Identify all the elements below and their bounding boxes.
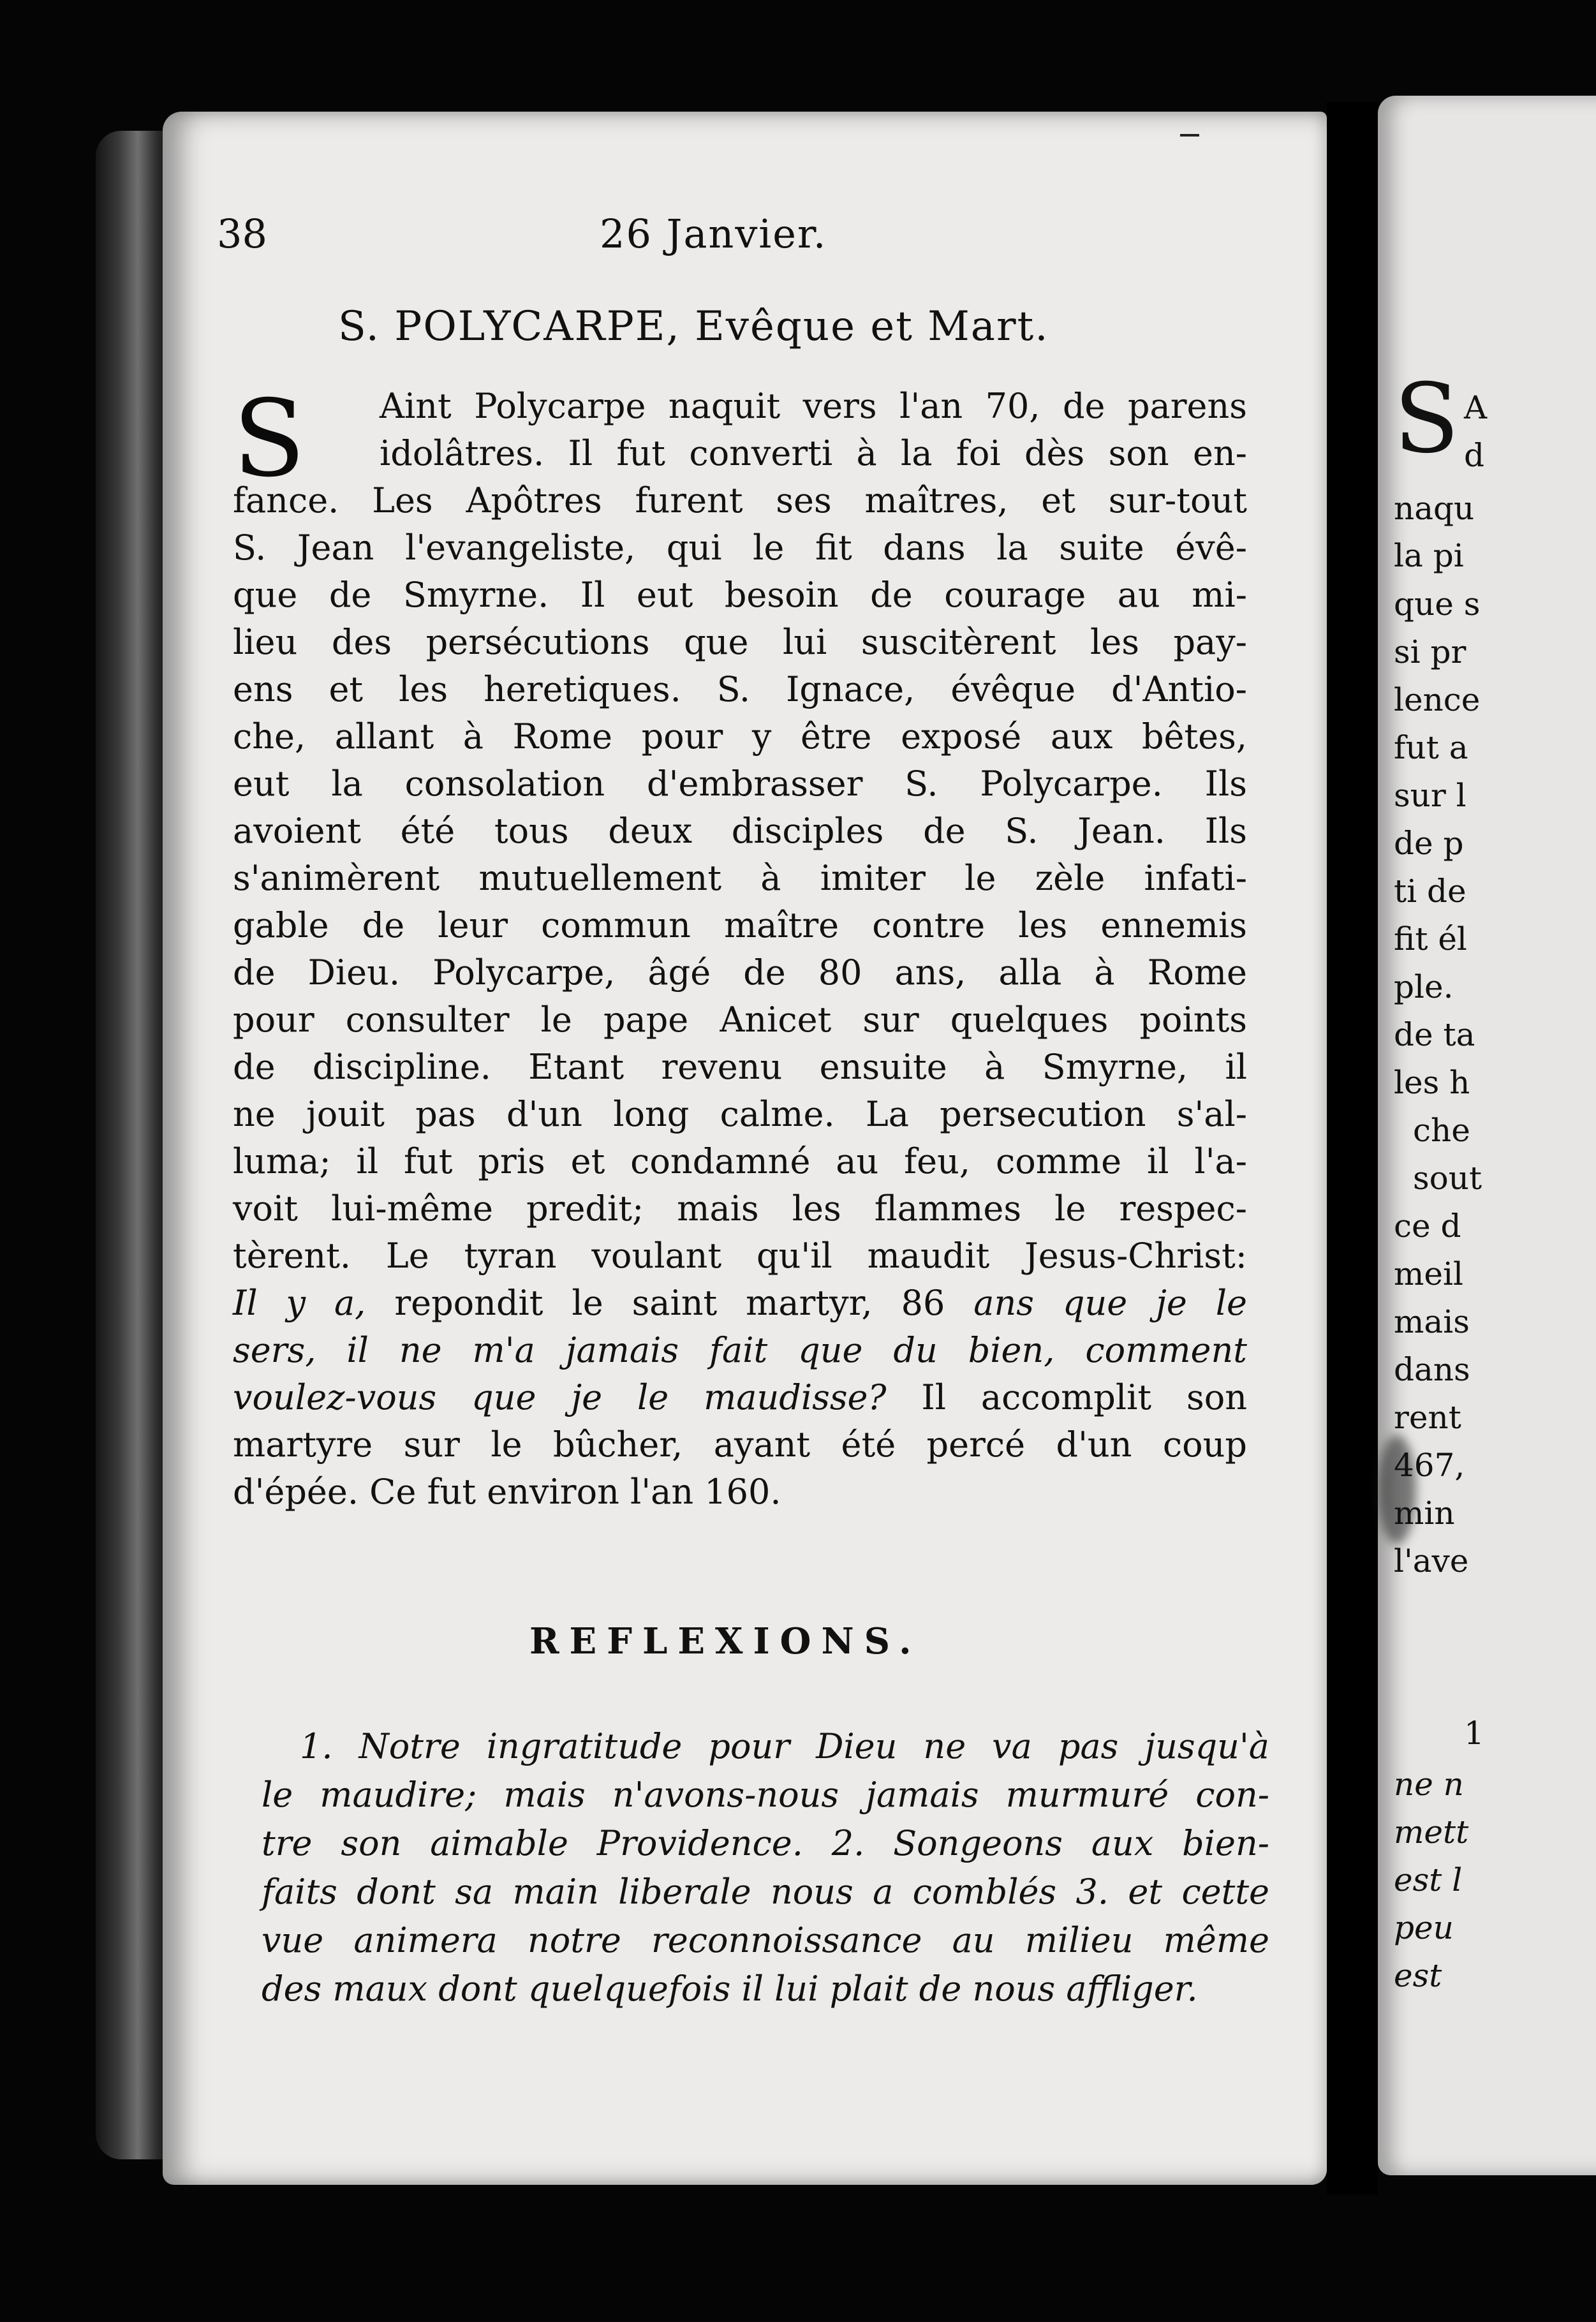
right-text-fragment: ti de [1394,873,1467,910]
text-line: eut la consolation d'embrasser S. Polycarpe. Ils [233,764,1247,804]
right-text-fragment: ce d [1394,1208,1461,1245]
quote-italic: voulez-vous que je le maudisse? [233,1377,887,1417]
right-text-fragment: fut a [1394,729,1468,766]
right-text-fragment: sout [1413,1160,1482,1197]
reflexion-line: 1. Notre ingratitude pour Dieu ne va pas jusqu'à [300,1726,1269,1766]
right-text-fragment: la pi [1394,537,1464,574]
text-line: s'animèrent mutuellement à imiter le zèle infati- [233,858,1247,898]
right-text-fragment: de p [1394,825,1464,862]
text-line: S. Jean l'evangeliste, qui le fit dans la suite évê- [233,528,1247,568]
right-text-fragment: A [1464,389,1488,426]
page-header [217,211,1301,262]
text-line: avoient été tous deux disciples de S. Jean. Ils [233,811,1247,851]
right-text-fragment: que s [1394,586,1481,623]
text-line: de discipline. Etant revenu ensuite à Smyrne, il [233,1047,1247,1087]
right-text-fragment: rent [1394,1399,1461,1436]
text-line: che, allant à Rome pour y être exposé aux bêtes, [233,716,1247,757]
right-text-fragment: min [1394,1495,1455,1532]
right-drop-cap: S [1394,364,1459,475]
right-text-fragment: sur l [1394,777,1467,814]
reflexions-heading: REFLEXIONS. [529,1620,922,1662]
right-italic-fragment: est l [1394,1861,1463,1898]
quote-roman: repondit le saint martyr, 86 [394,1283,945,1323]
right-note-number: 1 [1464,1715,1484,1752]
quote-italic: Il y a, [233,1283,366,1323]
text-line: que de Smyrne. Il eut besoin de courage au mi- [233,575,1247,615]
text-line: idolâtres. Il fut converti à la foi dès son en- [380,433,1247,473]
right-text-fragment: ple. [1394,968,1454,1005]
right-text-fragment: lence [1394,681,1481,718]
body-text [233,378,1248,1516]
text-line: martyre sur le bûcher, ayant été percé d'un coup [233,1424,1247,1465]
right-text-fragment: si pr [1394,633,1467,670]
text-line: gable de leur commun maître contre les ennemis [233,905,1247,945]
quote-italic: ans que je le [973,1283,1248,1323]
text-line-quote [233,1280,1247,1327]
drop-cap: S [233,378,306,501]
reflexion-line: tre son aimable Providence. 2. Songeons aux bien- [262,1823,1269,1863]
reflexion-line: vue animera notre reconnoissance au milieu même [262,1920,1269,1960]
right-page-text [1394,0,1596,2322]
right-text-fragment: 467, [1394,1447,1465,1484]
reflexion-line: le maudire; mais n'avons-nous jamais murmuré con- [262,1775,1269,1815]
reflexion-line: des maux dont quelquefois il lui plait de nous affliger. [262,1969,1198,2009]
page-mark [1180,134,1199,137]
quote-roman: Il accomplit son [921,1377,1248,1417]
right-text-fragment: meil [1394,1255,1463,1292]
text-line: ne jouit pas d'un long calme. La persecution s'al- [233,1094,1247,1134]
page-number: 38 [217,211,267,257]
right-italic-fragment: ne n [1394,1766,1464,1803]
book-gutter [1327,102,1378,2194]
text-line: lieu des persécutions que lui suscitèrent les pay- [233,622,1247,662]
right-italic-fragment: mett [1394,1814,1469,1851]
right-italic-fragment: est [1394,1957,1442,1994]
book-edge [96,131,172,2159]
text-line: pour consulter le pape Anicet sur quelques points [233,1000,1247,1040]
text-line: Aint Polycarpe naquit vers l'an 70, de parens [380,386,1247,426]
text-line-quote [233,1374,1247,1421]
right-text-fragment: d [1464,437,1485,474]
text-line: de Dieu. Polycarpe, âgé de 80 ans, alla à Rome [233,952,1247,993]
running-head: 26 Janvier. [600,211,827,257]
text-line: voit lui-même predit; mais les flammes le respec- [233,1188,1247,1229]
text-line: fance. Les Apôtres furent ses maîtres, et sur-tout [233,480,1247,521]
right-text-fragment: les h [1394,1064,1470,1101]
right-text-fragment: l'ave [1394,1542,1469,1579]
reflexions-text [262,1722,1269,2013]
text-line: tèrent. Le tyran voulant qu'il maudit Jesus-Christ: [233,1236,1247,1276]
reflexion-line: faits dont sa main liberale nous a comblés 3. et cette [262,1872,1269,1912]
chapter-title: S. POLYCARPE, Evêque et Mart. [338,303,1049,350]
text-line: d'épée. Ce fut environ l'an 160. [233,1472,781,1512]
right-text-fragment: mais [1394,1303,1470,1340]
right-text-fragment: che [1413,1112,1470,1149]
text-line-quote: sers, il ne m'a jamais fait que du bien, comment [233,1330,1247,1370]
text-line: ens et les heretiques. S. Ignace, évêque d'Antio- [233,669,1247,709]
right-text-fragment: dans [1394,1351,1470,1388]
right-text-fragment: fit él [1394,921,1467,958]
right-italic-fragment: peu [1394,1909,1454,1946]
right-text-fragment: de ta [1394,1016,1475,1053]
right-text-fragment: naqu [1394,490,1475,527]
text-line: luma; il fut pris et condamné au feu, comme il l'a- [233,1141,1247,1181]
